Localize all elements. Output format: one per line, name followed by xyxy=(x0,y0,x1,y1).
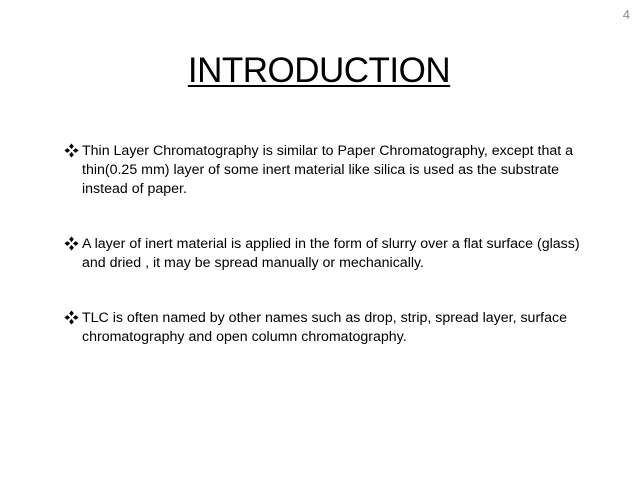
page-number: 4 xyxy=(622,7,630,22)
bullet-text: Thin Layer Chromatography is similar to Paper Chromatography, except that a thin(0.25 mm) layer of some inert material like silica is used as the substrate instead of paper. xyxy=(82,143,574,197)
four-diamond-bullet-icon xyxy=(64,143,79,158)
bullet-item xyxy=(64,235,604,273)
four-diamond-bullet-icon xyxy=(64,310,79,325)
slide-title: INTRODUCTION xyxy=(187,51,451,90)
bullet-text: TLC is often named by other names such as drop, strip, spread layer, surface chromatography and open column chromatography. xyxy=(82,310,567,345)
bullet-item xyxy=(64,142,604,199)
four-diamond-bullet-icon xyxy=(64,236,79,251)
bullet-list xyxy=(64,142,604,347)
slide-title-container xyxy=(0,50,638,92)
bullet-item xyxy=(64,309,604,347)
bullet-text: A layer of inert material is applied in the form of slurry over a flat surface (glass) and dried , it may be spread manually or mechanically. xyxy=(82,236,580,271)
